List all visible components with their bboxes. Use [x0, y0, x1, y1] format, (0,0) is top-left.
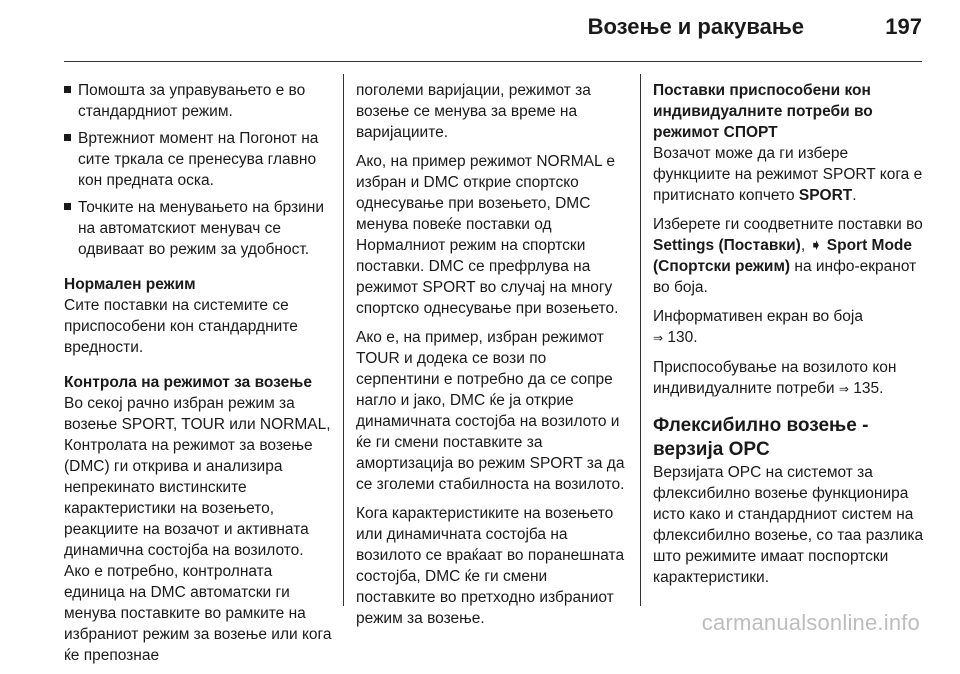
paragraph: Ако е, на пример, избран режимот TOUR и додека се вози по серпентини е потребно да се сопре нагло и јако, DMC ќе ја открие динамичната состојба на возилото и ќе ги смени поставките за амортизација во режим SPORT за да се зголеми стабилноста на возилото. — [356, 329, 625, 493]
section-heading-dmc: Контрола на режимот за возење — [64, 374, 312, 391]
page-number: 197 — [885, 14, 922, 39]
section-heading-normal: Нормален режим — [64, 276, 196, 293]
column-2 — [356, 80, 628, 637]
list-item: Вртежниот момент на Погонот на сите тркала се пренесува главно кон предната оска. — [64, 128, 332, 191]
square-bullet-icon — [64, 203, 71, 210]
column-divider — [640, 74, 641, 606]
page-header — [64, 0, 922, 60]
square-bullet-icon — [64, 86, 71, 93]
paragraph: Возачот може да ги избере функциите на режимот SPORT кога е притиснато копчето SPORT. — [653, 145, 923, 204]
watermark: carmanualsonline.info — [701, 610, 920, 635]
paragraph: Кога карактеристиките на возењето или динамичната состојба на возилото се враќаат во поранешната состојба, DMC ќе ги смени поставките во претходно избраниот режим за возење. — [356, 505, 625, 627]
paragraph: Изберете ги соодветните поставки во Settings (Поставки), ➧ Sport Mode (Спортски режим) на инфо-екранот во боја. — [653, 216, 923, 296]
page-ref-link[interactable]: 135. — [853, 380, 884, 397]
sport-mode-menu-label: Sport Mode (Спортски режим) — [653, 237, 913, 275]
list-item: Точките на менувањето на брзини на автоматскиот менувач се одвиваат во режим за удобност. — [64, 197, 332, 260]
column-divider — [343, 74, 344, 606]
column-1 — [64, 80, 332, 674]
page-ref-link[interactable]: 130. — [667, 329, 698, 346]
column-3 — [653, 80, 929, 596]
list-item: Помошта за управувањето е во стандардниот режим. — [64, 80, 332, 122]
paragraph: Информативен екран во боја ⇒ 130. — [653, 308, 863, 346]
page-ref-icon: ⇒ — [838, 382, 849, 396]
section-heading-opc: Флексибилно возење - верзија OPC — [653, 415, 869, 460]
section-heading-custom: Поставки приспособени кон индивидуалните потреби во режимот СПОРТ — [653, 82, 873, 141]
header-divider — [64, 61, 922, 62]
page-ref-icon: ⇒ — [653, 331, 664, 345]
paragraph: поголеми варијации, режимот за возење се менува за време на варијациите. — [356, 82, 591, 141]
paragraph: Ако, на пример режимот NORMAL е избран и DMC открие спортско однесување при возењето, DMC менува повеќе поставки од Нормалниот режим на спортски поставки. DMC се префрлува на режимот SPORT во случај на многу спортско однесување при возењето. — [356, 153, 619, 317]
square-bullet-icon — [64, 134, 71, 141]
sport-button-label: SPORT — [798, 187, 853, 204]
paragraph: Во секој рачно избран режим за возење SPORT, TOUR или NORMAL, Контролата на режимот за возење (DMC) ги открива и анализира непрекинато вистинските карактеристики на возењето, реакциите на возачот и активната динамична состојба на возилото. Ако е потребно, контролната единица на DMC автоматски ги менува поставките во рамките на избраниот режим за возење или кога ќе препознае — [64, 395, 332, 664]
paragraph: Сите поставки на системите се приспособени кон стандардните вредности. — [64, 297, 298, 356]
paragraph: Приспособување на возилото кон индивидуалните потреби ⇒ 135. — [653, 359, 897, 397]
settings-menu-label: Settings (Поставки) — [653, 237, 801, 254]
paragraph: Верзијата OPC на системот за флексибилно возење функционира исто како и стандардниот систем на флексибилно возење, со таа разлика што режимите имаат поспортски карактеристики. — [653, 464, 924, 586]
page-title: Возење и ракување — [587, 14, 804, 39]
menu-arrow-icon: ➧ — [809, 237, 823, 254]
